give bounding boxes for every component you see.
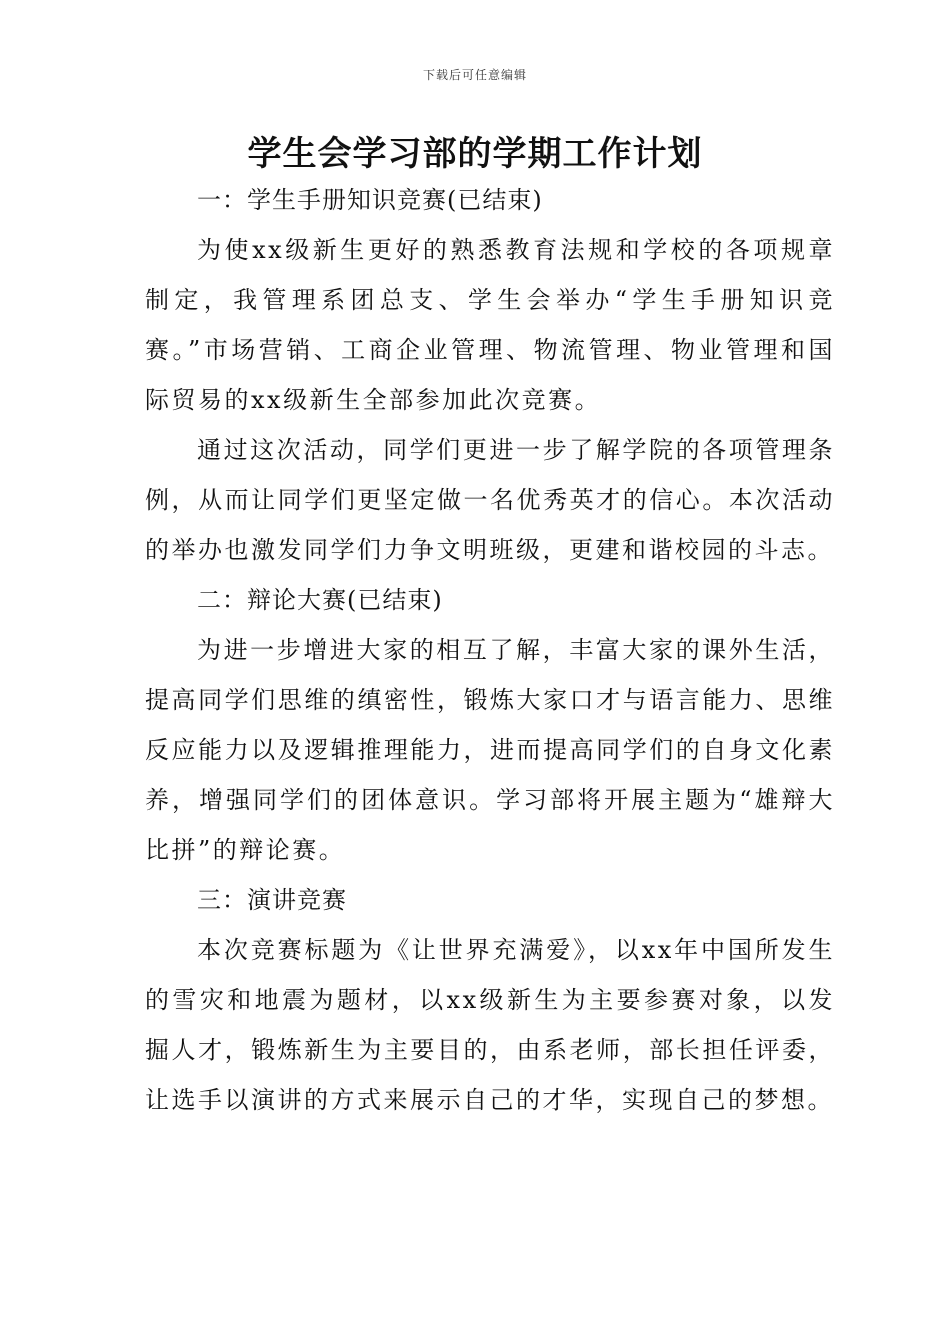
- section-1-paragraph-2: 通过这次活动，同学们更进一步了解学院的各项管理条例，从而让同学们更坚定做一名优秀英才的信心。本次活动的举办也激发同学们力争文明班级，更建和谐校园的斗志。: [145, 436, 835, 564]
- section-heading-1: 一：学生手册知识竞赛(已结束): [197, 186, 543, 214]
- header-note: 下载后可任意编辑: [422, 68, 527, 82]
- section-heading-3: 三：演讲竞赛: [197, 886, 347, 914]
- section-1-paragraph-1: 为使xx级新生更好的熟悉教育法规和学校的各项规章制定，我管理系团总支、学生会举办“学生手册知识竞赛。”市场营销、工商企业管理、物流管理、物业管理和国际贸易的xx级新生全部参加此次竞赛。: [145, 236, 835, 414]
- document-body: [145, 175, 835, 1125]
- section-2-paragraph-1: 为进一步增进大家的相互了解，丰富大家的课外生活，提高同学们思维的缜密性，锻炼大家口才与语言能力、思维反应能力以及逻辑推理能力，进而提高同学们的自身文化素养，增强同学们的团体意识。学习部将开展主题为“雄辩大比拼”的辩论赛。: [145, 636, 835, 864]
- section-heading-2: 二：辩论大赛(已结束): [197, 586, 443, 614]
- document-title: 学生会学习部的学期工作计划: [247, 134, 703, 174]
- section-3-paragraph-1: 本次竞赛标题为《让世界充满爱》，以xx年中国所发生的雪灾和地震为题材，以xx级新生为主要参赛对象，以发掘人才，锻炼新生为主要目的，由系老师，部长担任评委，让选手以演讲的方式来展示自己的才华，实现自己的梦想。: [145, 936, 835, 1114]
